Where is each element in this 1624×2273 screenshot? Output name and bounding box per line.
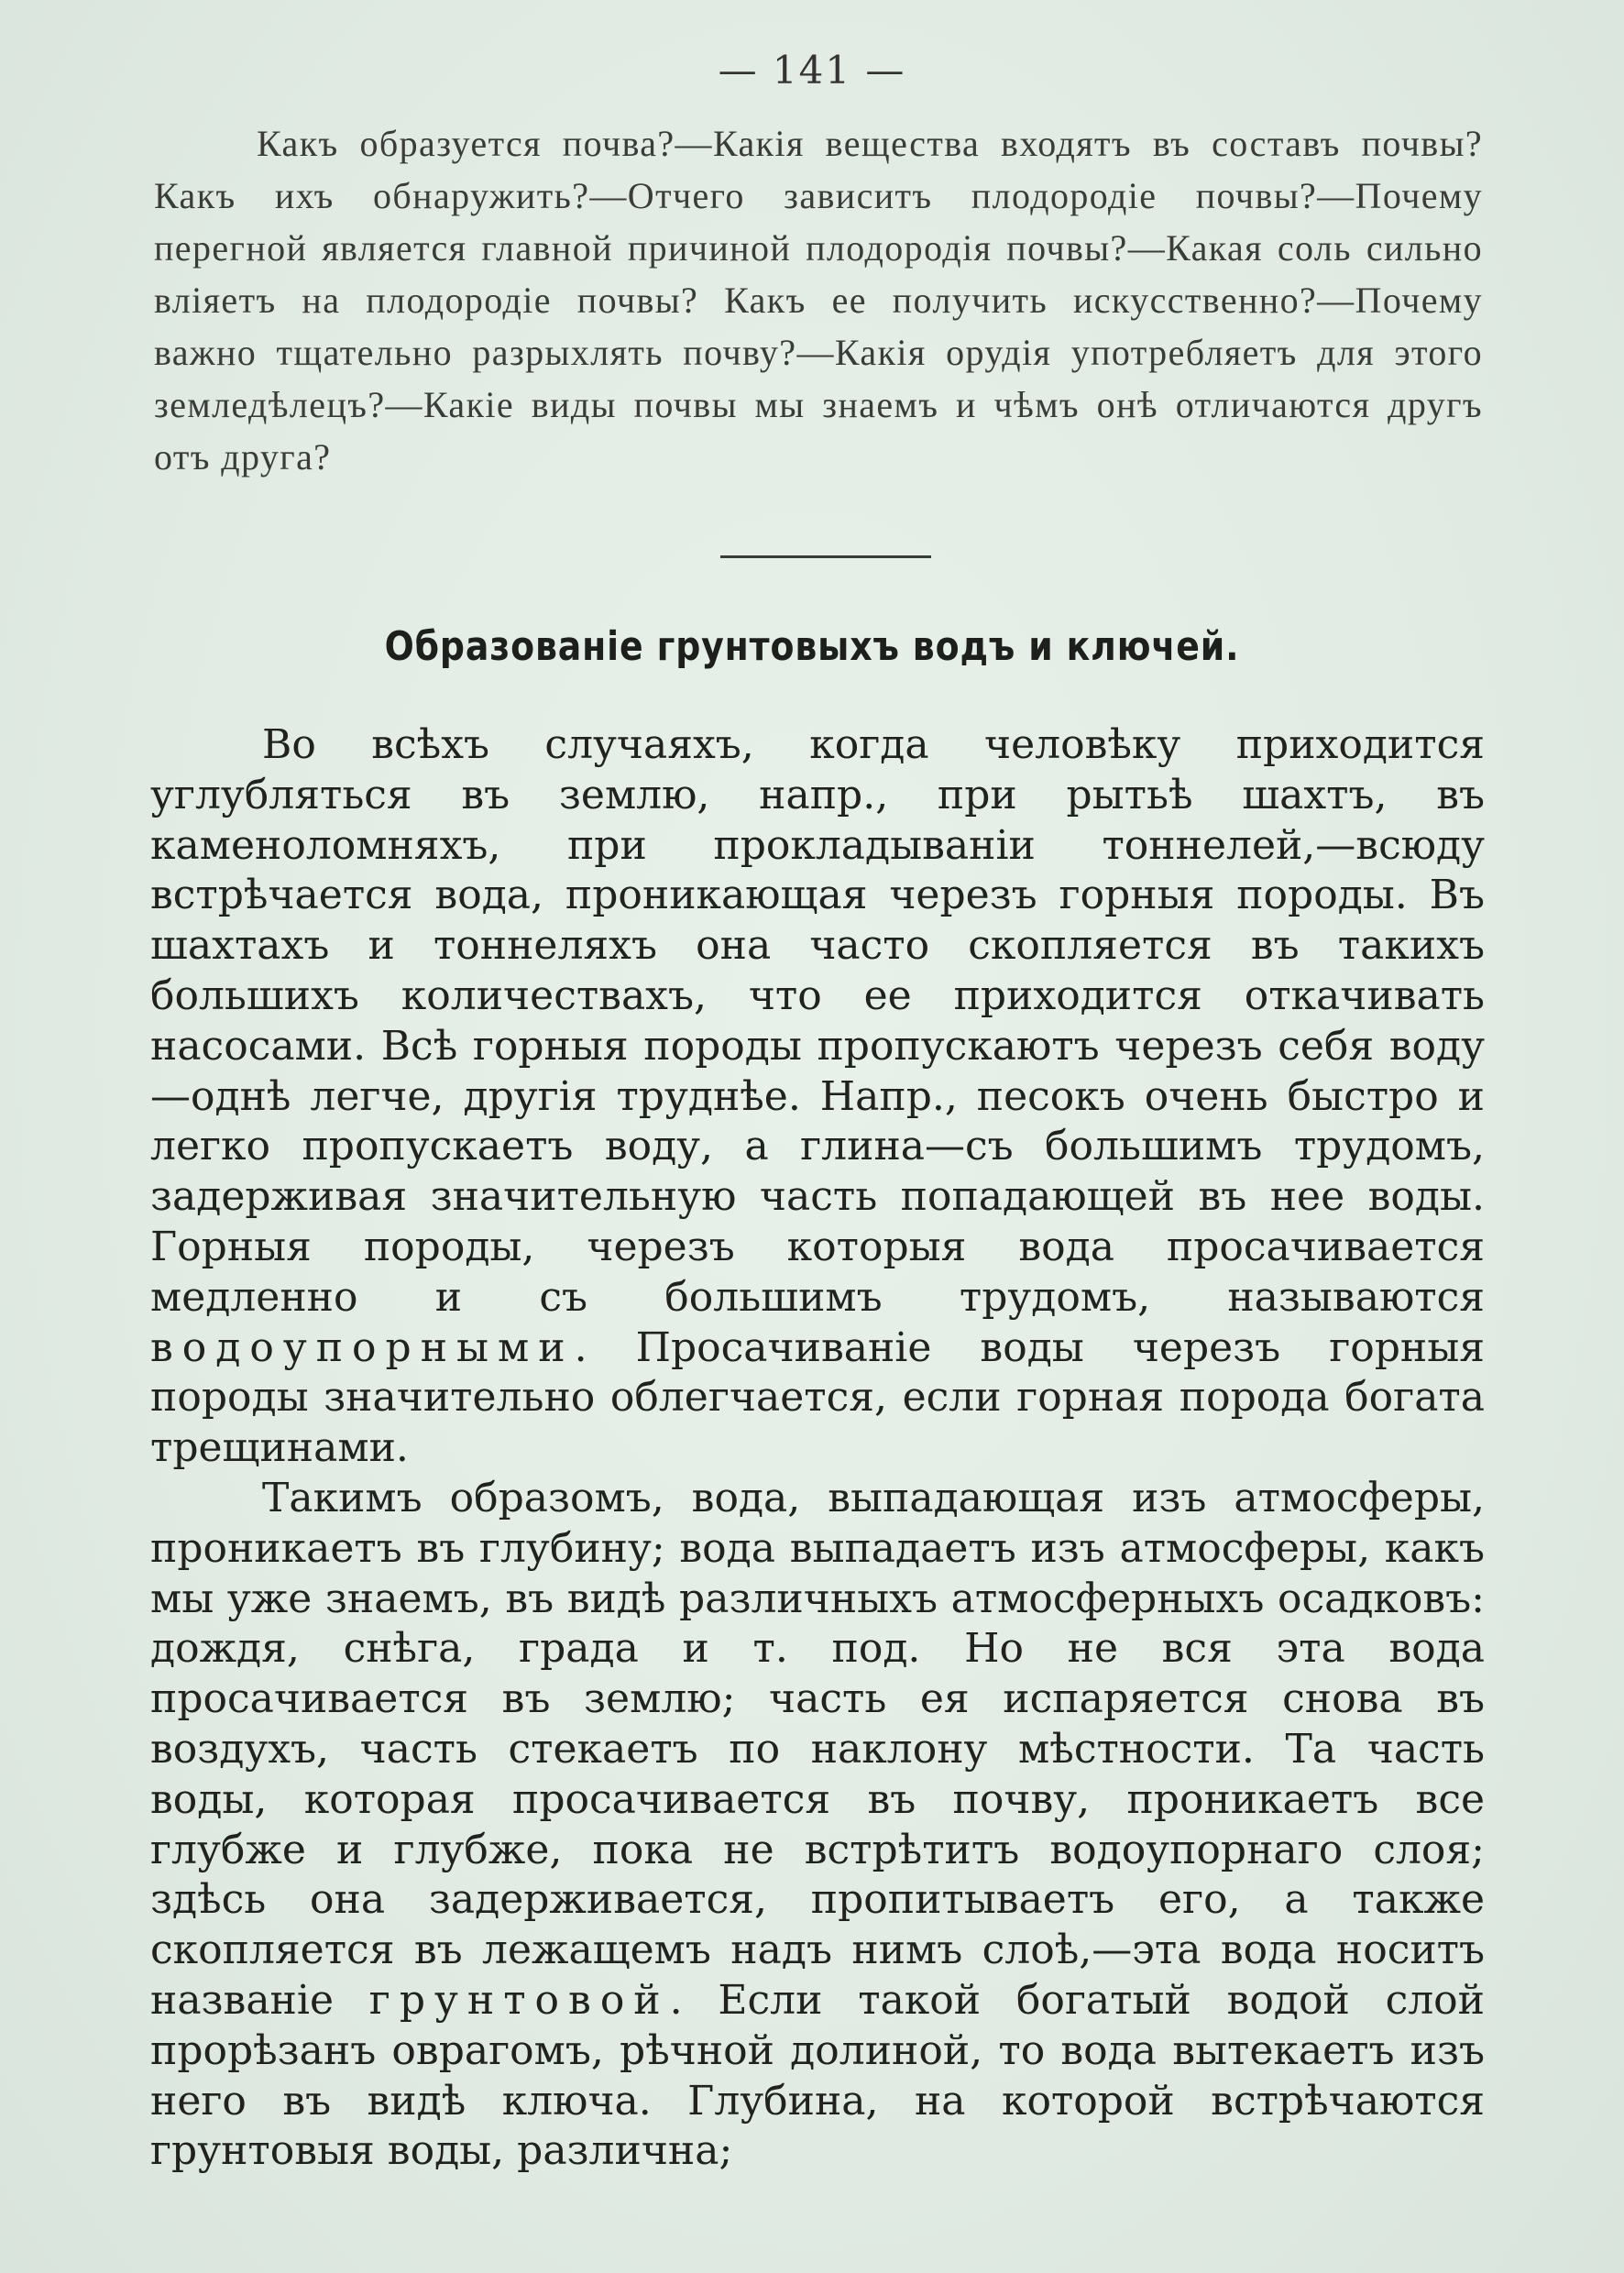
section-divider [720,555,931,558]
paragraph-2-text-b: . Если такой богатый водой слой прорѣзанъ оврагомъ, рѣчной долиной, то вода вытекаетъ изъ него въ видѣ ключа. Глубина, на которой встрѣчаются грунтовыя воды, различна; [150,1976,1485,2175]
body-paragraph-2 [150,1474,1485,2177]
paragraph-1-text-b: . Просачиваніе воды черезъ горныя породы значительно облегчается, если горная порода богата трещинами. [150,1323,1485,1472]
section-body [150,720,1485,2177]
term-water-resistant: водоупорными [150,1323,575,1371]
page-number: — 141 — [718,48,906,93]
questions-paragraph: Какъ образуется почва?—Какія вещества входятъ въ составъ почвы? Какъ ихъ обнаружить?—Отчего зависитъ плодородіе почвы?—Почему перегной является главной причиной плодородія почвы?—Какая соль сильно вліяетъ на плодородіе почвы? Какъ ее получить искусственно?—Почему важно тщательно разрыхлять почву?—Какія орудія употребляетъ для этого земледѣлецъ?—Какіе виды почвы мы знаемъ и чѣмъ онѣ отличаются другъ отъ друга? [154,123,1483,478]
review-questions [154,117,1483,483]
body-paragraph-1 [150,720,1485,1474]
paragraph-2-text-a: Такимъ образомъ, вода, выпадающая изъ атмосферы, проникаетъ въ глубину; вода выпадаетъ изъ атмосферы, какъ мы уже знаемъ, въ видѣ различныхъ атмосферныхъ осадковъ: дождя, снѣга, града и т. под. Но не вся эта вода просачивается въ землю; часть ея испаряется снова въ воздухъ, часть стекаетъ по наклону мѣстности. Та часть воды, которая просачивается въ почву, проникаетъ все глубже и глубже, пока не встрѣтитъ водоупорнаго слоя; здѣсь она задерживается, пропитываетъ его, а также скопляется въ лежащемъ надъ нимъ слоѣ,—эта вода носитъ названіе [150,1474,1485,2024]
paragraph-1-text-a: Во всѣхъ случаяхъ, когда человѣку приходится углубляться въ землю, напр., при рытьѣ шахтъ, въ каменоломняхъ, при прокладываніи тоннелей,—всюду встрѣчается вода, проникающая черезъ горныя породы. Въ шахтахъ и тоннеляхъ она часто скопляется въ такихъ большихъ количествахъ, что ее приходится откачивать насосами. Всѣ горныя породы пропускаютъ черезъ себя воду—однѣ легче, другія труднѣе. Напр., песокъ очень быстро и легко пропускаетъ воду, а глина—съ большимъ трудомъ, задерживая значительную часть попадающей въ нее воды. Горныя породы, черезъ которыя вода просачивается медленно и съ большимъ трудомъ, называются [150,721,1485,1321]
section-title: Образованіе грунтовыхъ водъ и ключей. [384,623,1240,670]
term-groundwater: грунтовой [368,1976,670,2024]
